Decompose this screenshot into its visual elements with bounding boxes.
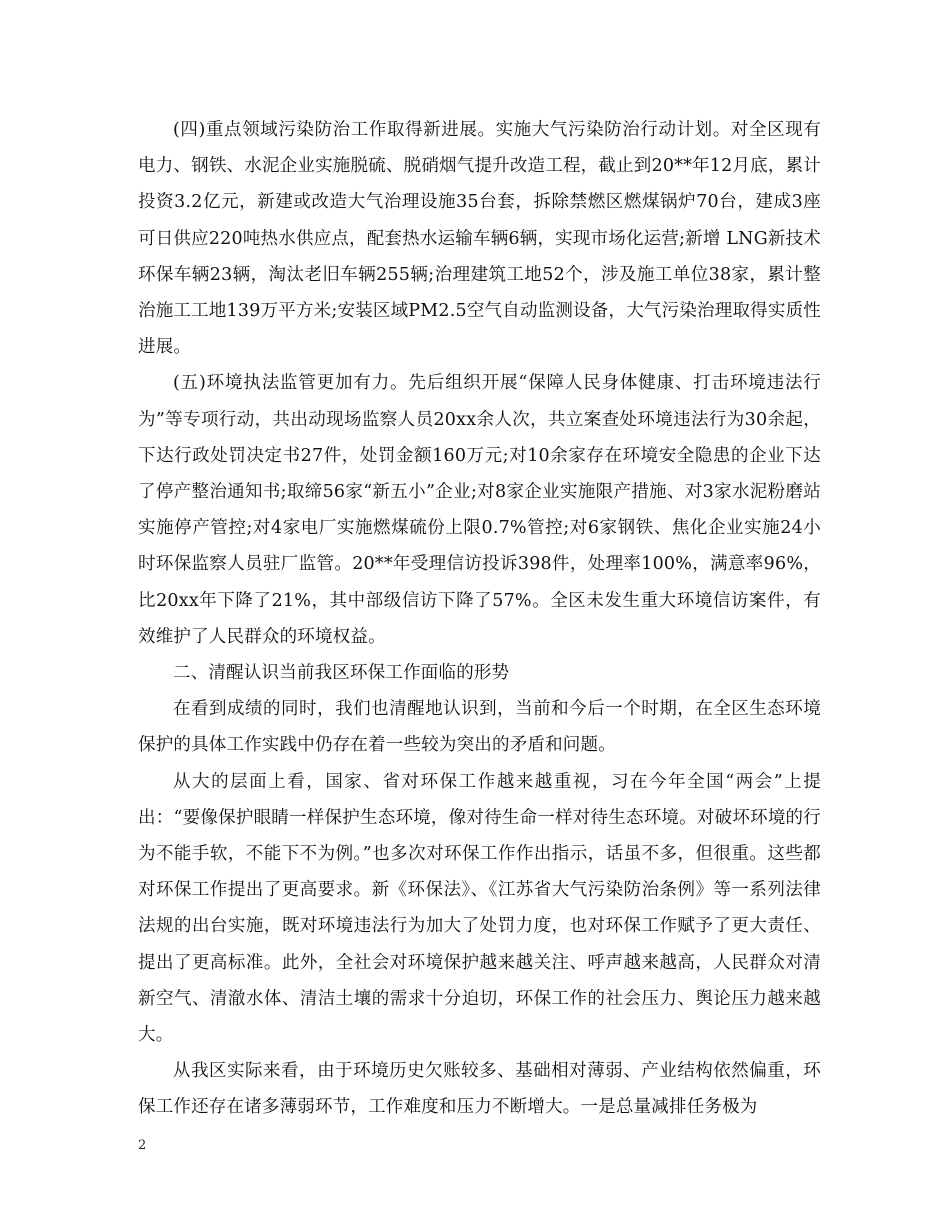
paragraph-section-four: (四)重点领域污染防治工作取得新进展。实施大气污染防治行动计划。对全区现有电力、钢铁、水泥企业实施脱硫、脱硝烟气提升改造工程，截止到20**年12月底，累计投资3.2亿元，新建或改造大气治理设施35台套，拆除禁燃区燃煤锅炉70台，建成3座可日供应220吨热水供应点，配套热水运输车辆6辆，实现市场化运营;新增 LNG新技术环保车辆23辆，淘汰老旧车辆255辆;治理建筑工地52个，涉及施工单位38家，累计整治施工工地139万平方米;安装区域PM2.5空气自动监测设备，大气污染治理取得实质性进展。 <box>138 120 821 358</box>
section-heading-two: 二、清醒认识当前我区环保工作面临的形势 <box>173 663 510 684</box>
page-number: 2 <box>138 1138 147 1153</box>
paragraph-awareness: 在看到成绩的同时，我们也清醒地认识到，当前和今后一个时期，在全区生态环境保护的具体工作实践中仍存在着一些较为突出的矛盾和问题。 <box>138 699 821 756</box>
paragraph-local-situation: 从我区实际来看，由于环境历史欠账较多、基础相对薄弱、产业结构依然偏重，环保工作还存在诸多薄弱环节，工作难度和压力不断增大。一是总量减排任务极为 <box>138 1061 821 1118</box>
document-body <box>138 112 821 1126</box>
paragraph-national-level: 从大的层面上看，国家、省对环保工作越来越重视，习在今年全国“两会”上提出：“要像保护眼睛一样保护生态环境，像对待生命一样对待生态环境。对破坏环境的行为不能手软，不能下不为例。”也多次对环保工作作出指示，话虽不多，但很重。这些都对环保工作提出了更高要求。新《环保法》、《江苏省大气污染防治条例》等一系列法律法规的出台实施，既对环境违法行为加大了处罚力度，也对环保工作赋予了更大责任、提出了更高标准。此外，全社会对环境保护越来越关注、呼声越来越高，人民群众对清新空气、清澈水体、清洁土壤的需求十分迫切，环保工作的社会压力、舆论压力越来越大。 <box>138 771 821 1046</box>
paragraph-section-five: (五)环境执法监管更加有力。先后组织开展“保障人民身体健康、打击环境违法行为”等专项行动，共出动现场监察人员20xx余人次，共立案查处环境违法行为30余起，下达行政处罚决定书27件，处罚金额160万元;对10余家存在环境安全隐患的企业下达了停产整治通知书;取缔56家“新五小”企业;对8家企业实施限产措施、对3家水泥粉磨站实施停产管控;对4家电厂实施燃煤硫份上限0.7%管控;对6家钢铁、焦化企业实施24小时环保监察人员驻厂监管。20**年受理信访投诉398件，处理率100%，满意率96%，比20xx年下降了21%，其中部级信访下降了57%。全区未发生重大环境信访案件，有效维护了人民群众的环境权益。 <box>138 373 821 647</box>
